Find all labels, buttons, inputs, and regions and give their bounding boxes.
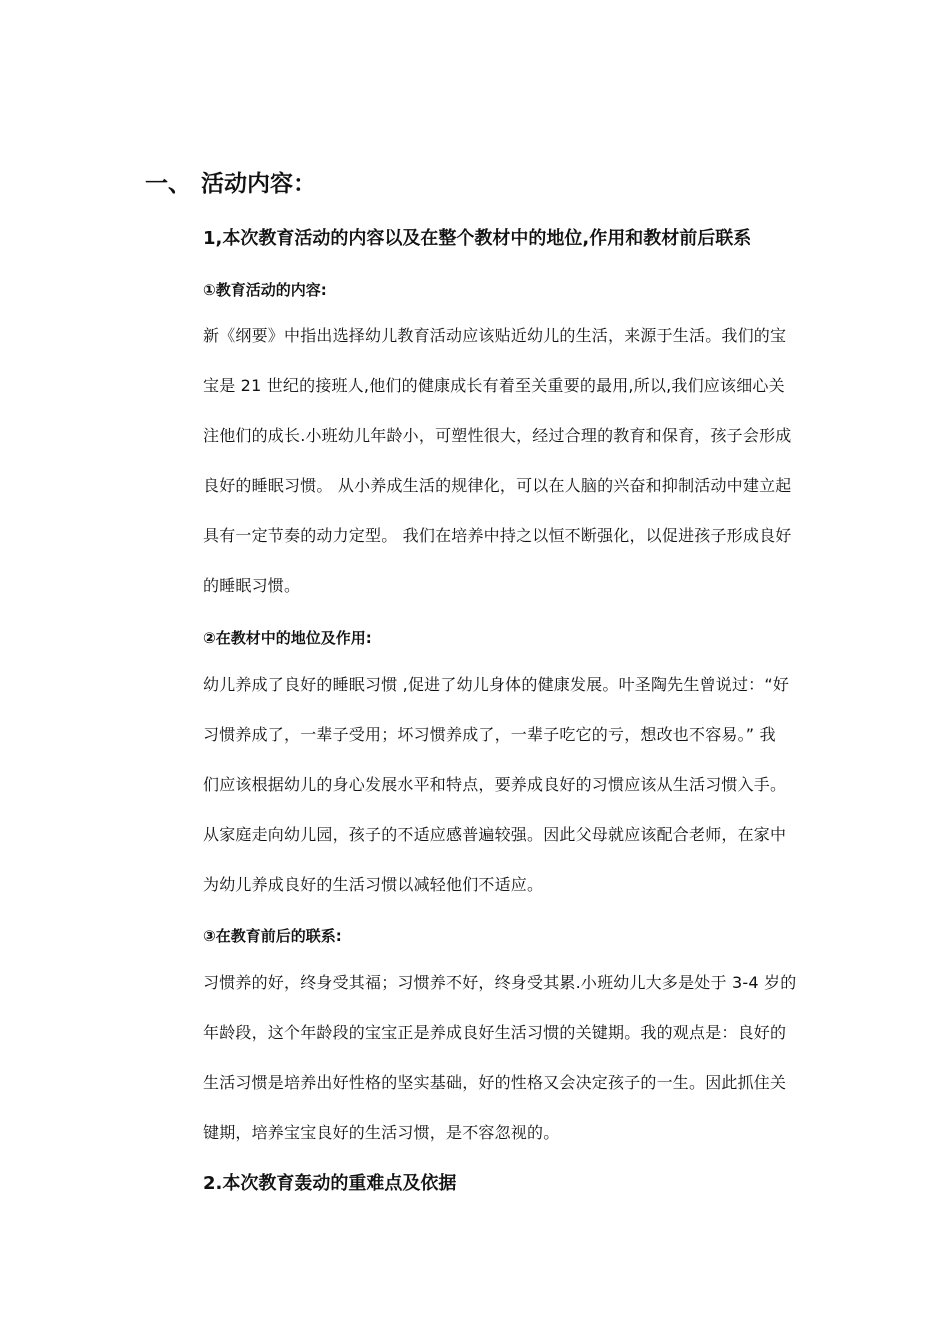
paragraph-line: 宝是 21 世纪的接班人,他们的健康成长有着至关重要的最用,所以,我们应该细心关	[203, 376, 785, 395]
paragraph-line: 新《纲要》中指出选择幼儿教育活动应该贴近幼儿的生活，来源于生活。我们的宝	[203, 326, 787, 345]
subsection-1-title: 1,本次教育活动的内容以及在整个教材中的地位,作用和教材前后联系	[203, 228, 752, 249]
paragraph-line: 为幼儿养成良好的生活习惯以减轻他们不适应。	[203, 875, 544, 894]
paragraph-line: 年龄段，这个年龄段的宝宝正是养成良好生活习惯的关键期。我的观点是：良好的	[203, 1023, 787, 1042]
paragraph-line: 的睡眠习惯。	[203, 576, 301, 595]
paragraph-line: 幼儿养成了良好的睡眠习惯 ,促进了幼儿身体的健康发展。叶圣陶先生曾说过：“好	[203, 675, 790, 694]
section-heading	[145, 165, 316, 198]
part-1-title: ①教育活动的内容:	[203, 281, 327, 299]
part-2-title: ②在教材中的地位及作用:	[203, 629, 372, 647]
paragraph-line: 习惯养成了，一辈子受用；坏习惯养成了，一辈子吃它的亏，想改也不容易。” 我	[203, 725, 776, 744]
part-3-title: ③在教育前后的联系:	[203, 927, 342, 945]
section-title: 活动内容：	[201, 171, 316, 197]
paragraph-line: 键期，培养宝宝良好的生活习惯，是不容忽视的。	[203, 1123, 560, 1142]
subsection-2-title: 2.本次教育轰动的重难点及依据	[203, 1173, 457, 1194]
part-1-paragraph	[203, 311, 811, 611]
paragraph-line: 良好的睡眠习惯。 从小养成生活的规律化，可以在人脑的兴奋和抑制活动中建立起	[203, 476, 792, 495]
paragraph-line: 生活习惯是培养出好性格的坚实基础，好的性格又会决定孩子的一生。因此抓住关	[203, 1073, 787, 1092]
paragraph-line: 习惯养的好，终身受其福；习惯养不好，终身受其累.小班幼儿大多是处于 3-4 岁的	[203, 973, 797, 992]
part-2-paragraph	[203, 660, 811, 910]
paragraph-line: 从家庭走向幼儿园，孩子的不适应感普遍较强。因此父母就应该配合老师，在家中	[203, 825, 787, 844]
section-number: 一、	[145, 171, 191, 197]
paragraph-line: 们应该根据幼儿的身心发展水平和特点，要养成良好的习惯应该从生活习惯入手。	[203, 775, 787, 794]
paragraph-line: 注他们的成长.小班幼儿年龄小，可塑性很大，经过合理的教育和保育，孩子会形成	[203, 426, 792, 445]
part-3-paragraph	[203, 958, 811, 1158]
paragraph-line: 具有一定节奏的动力定型。 我们在培养中持之以恒不断强化，以促进孩子形成良好	[203, 526, 792, 545]
